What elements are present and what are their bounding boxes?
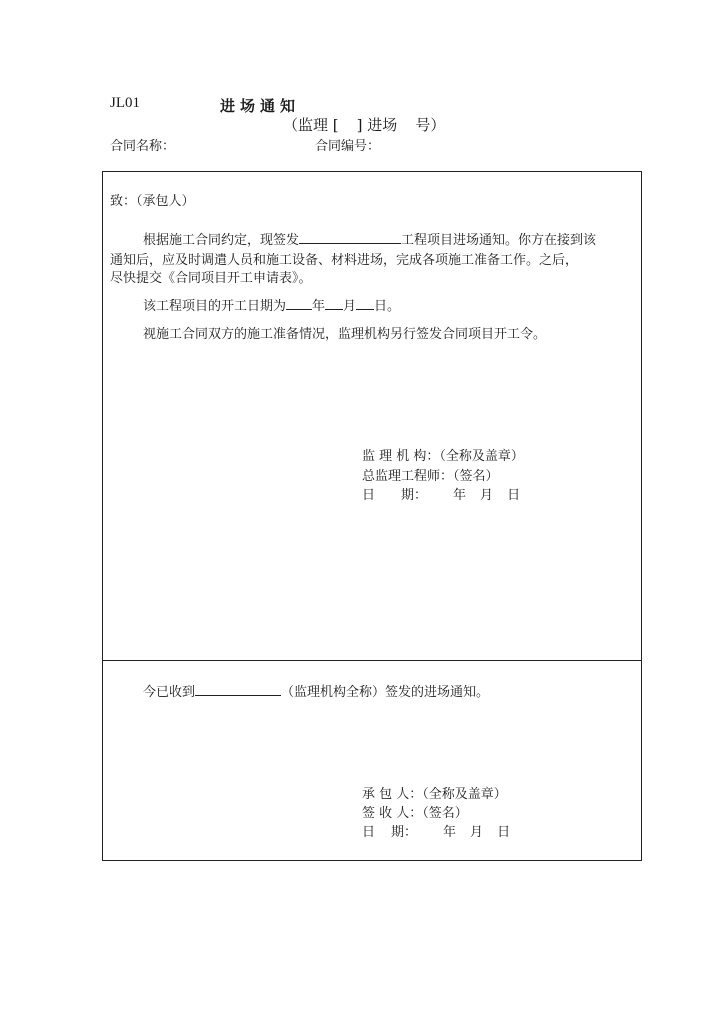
form-title: 进场通知 bbox=[220, 97, 301, 115]
receipt-date-year: 年 bbox=[443, 825, 457, 840]
project-name-blank[interactable] bbox=[299, 230, 401, 244]
contract-name-label: 合同名称： bbox=[110, 139, 176, 154]
start-month-blank[interactable] bbox=[325, 296, 343, 310]
para2-month: 月 bbox=[343, 299, 357, 314]
receipt-date bbox=[362, 821, 510, 840]
signer-label: 签 收 人： bbox=[362, 806, 423, 821]
chief-engineer-note: （签名） bbox=[453, 469, 499, 484]
contract-number-label: 合同编号： bbox=[315, 139, 381, 154]
receipt-date-label-1: 日 bbox=[362, 825, 376, 840]
recipient-line: 致：（承包人） bbox=[110, 194, 195, 209]
chief-engineer-signature bbox=[362, 465, 499, 484]
notice-paragraph-1-line-2: 通知后，应及时调遣人员和施工设备、材料进场，完成各项施工准备工作。之后， bbox=[110, 253, 579, 268]
para1-text-b: 工程项目进场通知。你方在接到该 bbox=[401, 233, 597, 248]
notice-paragraph-1-line-3: 尽快提交《合同项目开工申请表》。 bbox=[110, 271, 312, 286]
section-divider bbox=[103, 660, 641, 661]
contractor-note: （全称及盖章） bbox=[422, 787, 507, 802]
notice-date bbox=[362, 484, 520, 503]
para2-text: 该工程项目的开工日期为 bbox=[143, 299, 287, 314]
receipt-text-b: （监理机构全称）签发的进场通知。 bbox=[281, 685, 490, 700]
start-day-blank[interactable] bbox=[356, 296, 374, 310]
notice-date-year: 年 bbox=[453, 488, 467, 503]
form-code: JL01 bbox=[110, 95, 140, 111]
receipt-line bbox=[143, 681, 489, 700]
notice-paragraph-2 bbox=[143, 295, 400, 314]
receipt-date-label-2: 期： bbox=[391, 825, 418, 840]
contractor-label: 承 包 人： bbox=[362, 787, 423, 802]
para2-day: 日。 bbox=[374, 299, 401, 314]
para2-year: 年 bbox=[312, 299, 326, 314]
supervision-org-label: 监 理 机 构： bbox=[362, 449, 440, 464]
notice-date-month: 月 bbox=[480, 488, 494, 503]
notice-paragraph-1 bbox=[143, 229, 596, 248]
subtitle-prefix: （监理 bbox=[283, 116, 329, 134]
notice-date-label-2: 期： bbox=[401, 488, 428, 503]
signer-signature bbox=[362, 802, 468, 821]
subtitle-bracket-close: ] bbox=[356, 116, 363, 134]
para1-text-a: 根据施工合同约定，现签发 bbox=[143, 233, 300, 248]
notice-date-label-1: 日 bbox=[362, 488, 376, 503]
supervision-org-name-blank[interactable] bbox=[195, 682, 281, 696]
subtitle-bracket-open: [ bbox=[332, 116, 339, 134]
notice-date-day: 日 bbox=[507, 488, 521, 503]
form-subtitle bbox=[283, 114, 445, 135]
form-table bbox=[102, 171, 642, 861]
subtitle-mid: 进场 bbox=[367, 116, 398, 134]
receipt-date-day: 日 bbox=[497, 825, 511, 840]
supervision-org-signature bbox=[362, 445, 524, 464]
signer-note: （签名） bbox=[422, 806, 468, 821]
supervision-org-note: （全称及盖章） bbox=[439, 449, 524, 464]
chief-engineer-label: 总监理工程师： bbox=[362, 469, 454, 484]
receipt-text-a: 今已收到 bbox=[143, 685, 196, 700]
start-year-blank[interactable] bbox=[286, 296, 312, 310]
subtitle-suffix: 号） bbox=[415, 116, 446, 134]
receipt-date-month: 月 bbox=[470, 825, 484, 840]
contractor-signature bbox=[362, 783, 507, 802]
notice-paragraph-3: 视施工合同双方的施工准备情况，监理机构另行签发合同项目开工令。 bbox=[143, 327, 547, 342]
